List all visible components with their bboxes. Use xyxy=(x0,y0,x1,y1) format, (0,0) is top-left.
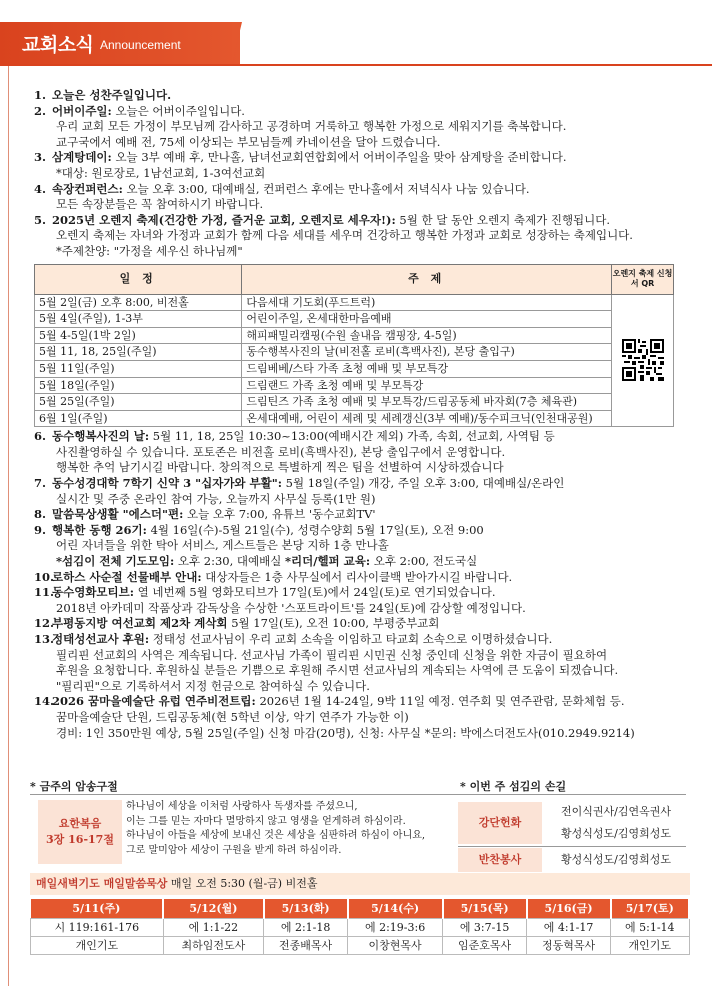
notice-line xyxy=(52,228,694,244)
notice-line xyxy=(52,648,694,664)
schedule-theme: 드림틴즈 가족 초청 예배 및 부모특강/드림공동체 바자회(7층 체육관) xyxy=(242,394,612,411)
notice-item xyxy=(34,429,694,476)
daily-prayer-title: 매일새벽기도 매일말씀묵상 xyxy=(36,877,168,890)
schedule-row xyxy=(35,377,674,394)
notice-text: 5월 18일(주일) 개강, 주일 오후 3:00, 대예배실/온라인 xyxy=(282,476,565,491)
daily-day-header: 5/11(주) xyxy=(31,899,164,918)
service-section-title: * 이번 주 섬김의 손길 xyxy=(460,780,567,793)
role-name: 전이식권사/김연옥권사 xyxy=(561,805,671,818)
schedule-date: 5월 11, 18, 25일(주일) xyxy=(35,344,242,361)
notice-text: 5월 한 달 동안 오렌지 축제가 진행됩니다. xyxy=(395,212,611,227)
notice-text: 2018년 아카데미 작품상과 감독상을 수상한 '스포트라이트'를 24일(토)에 감상할 예정입니다. xyxy=(56,600,526,615)
notice-emphasis: 부평동지방 여선교회 제2차 계삭회 xyxy=(52,616,228,631)
notice-text: 5월 17일(토), 오전 10:00, 부평중부교회 xyxy=(227,616,440,631)
daily-prayer-table xyxy=(30,899,690,955)
notice-line xyxy=(52,538,694,554)
daily-leader: 정동혁목사 xyxy=(527,936,611,954)
notice-text: 후원을 요청합니다. 후원하실 분들은 기쁨으로 후원해 주시면 선교사님의 계속되는 사역에 큰 도움이 되겠습니다. xyxy=(56,663,619,678)
notice-line xyxy=(52,213,694,229)
daily-day-header: 5/14(수) xyxy=(348,899,443,918)
notice-number: 1. xyxy=(34,88,47,102)
notice-line xyxy=(52,679,694,695)
notice-text: 오늘 3부 예배 후, 만나홀, 남녀선교회연합회에서 어버이주일을 맞아 삼계탕을 준비합니다. xyxy=(111,150,567,165)
notice-item xyxy=(34,523,694,570)
notice-number: 11. xyxy=(34,585,55,600)
notice-emphasis: 2025년 오렌지 축제(건강한 가정, 즐거운 교회, 오렌지로 세우자!): xyxy=(52,212,396,227)
notice-emphasis: 동수행복사진의 날: xyxy=(52,429,150,444)
notice-line xyxy=(52,570,694,586)
notice-text: 오렌지 축제는 자녀와 가정과 교회가 함께 다음 세대를 세우며 건강하고 행복한 가정과 교회로 성장하는 축제입니다. xyxy=(56,228,633,243)
daily-day-header: 5/15(목) xyxy=(443,899,527,918)
notice-text: 오늘 오후 3:00, 대예배실, 컨퍼런스 후에는 만나홀에서 저녁식사 나눔 있습니다. xyxy=(122,181,530,196)
daily-leader: 개인기도 xyxy=(31,936,164,954)
schedule-theme: 다음세대 기도회(푸드트럭) xyxy=(242,294,612,311)
schedule-theme: 드림랜드 가족 초청 예배 및 부모특강 xyxy=(242,377,612,394)
notice-emphasis: 동수영화모티브: xyxy=(52,585,135,600)
notice-item xyxy=(34,694,694,741)
notice-text: 대상자들은 1층 사무실에서 리사이클백 받아가시길 바랍니다. xyxy=(201,569,513,584)
notice-emphasis: 말씀묵상생활 "에스더"편: xyxy=(52,507,184,522)
notice-text: 행복한 추억 남기시길 바랍니다. 창의적으로 특별하게 찍은 팀을 선별하여 시상하겠습니다 xyxy=(56,460,504,475)
side-rule xyxy=(8,66,9,986)
bottom-divider xyxy=(30,794,686,795)
notice-emphasis: 정태성선교사 후원: xyxy=(52,632,150,646)
notice-item xyxy=(34,570,694,586)
notice-number: 9. xyxy=(34,522,47,537)
schedule-row xyxy=(35,360,674,377)
notice-group-a xyxy=(34,88,694,260)
notice-emphasis: 오늘은 성찬주일입니다. xyxy=(52,88,172,102)
notice-line xyxy=(52,585,694,601)
daily-leader: 임준호목사 xyxy=(443,936,527,954)
notice-emphasis: *섬김이 전체 기도모임: xyxy=(56,554,175,569)
schedule-row xyxy=(35,294,674,311)
daily-prayer-section xyxy=(30,873,690,955)
notice-text: "필리핀"으로 기록하셔서 지정 헌금으로 참여하실 수 있습니다. xyxy=(56,678,370,693)
daily-passage: 에 3:7-15 xyxy=(443,918,527,936)
notice-text: 열 네번째 5월 영화모티브가 17일(토)에서 24일(토)로 연기되었습니다. xyxy=(134,585,496,600)
verse-line: 그로 말미암아 세상이 구원을 받게 하려 하심이라. xyxy=(126,844,342,856)
qr-code-icon[interactable] xyxy=(622,339,664,381)
notice-text: 2026년 1월 14-24일, 9박 11일 예정. 연주회 및 연주관람, 문화체험 등. xyxy=(255,694,625,709)
notice-line xyxy=(52,616,694,632)
notice-line xyxy=(52,554,694,570)
notice-number: 8. xyxy=(34,507,47,522)
notice-item xyxy=(34,616,694,632)
notice-line xyxy=(52,429,694,445)
role-divider xyxy=(458,846,686,847)
daily-day-header: 5/16(금) xyxy=(527,899,611,918)
schedule-row xyxy=(35,344,674,361)
notice-line xyxy=(52,601,694,617)
schedule-date: 5월 4일(주일), 1-3부 xyxy=(35,311,242,328)
verse-line: 하나님이 세상을 이처럼 사랑하사 독생자를 주셨으니, xyxy=(126,801,358,812)
schedule-date: 5월 2일(금) 오후 8:00, 비전홀 xyxy=(35,294,242,311)
notice-text: 필리핀 선교회의 사역은 계속됩니다. 선교사님 가족이 필리핀 시민권 신청 중인데 신청을 위한 자금이 필요하여 xyxy=(56,647,608,662)
notice-emphasis: 로하스 사순절 선물배부 안내: xyxy=(52,569,202,584)
notice-number: 14. xyxy=(34,694,55,709)
notice-number: 5. xyxy=(34,212,47,227)
notice-number: 4. xyxy=(34,181,47,196)
daily-passage: 시 119:161-176 xyxy=(31,918,164,936)
notice-group-b xyxy=(34,429,694,741)
section-header xyxy=(0,22,240,64)
notice-line xyxy=(52,460,694,476)
notice-item xyxy=(34,213,694,260)
qr-code-cell xyxy=(612,294,674,427)
notice-text: 사진촬영하실 수 있습니다. 포토존은 비전홀 로비(흑백사진), 본당 출입구에서 운영합니다. xyxy=(56,444,506,459)
verse-line: 이는 그를 믿는 자마다 멸망하지 않고 영생을 얻게하려 하심이라. xyxy=(126,815,406,827)
notice-text: 오후 2:30, 대예배실 xyxy=(174,554,286,569)
daily-leader: 이창현목사 xyxy=(348,936,443,954)
schedule-theme: 어린이주일, 온세대한마음예배 xyxy=(242,311,612,328)
notice-emphasis: 행복한 동행 26기: xyxy=(52,522,147,537)
notice-line xyxy=(52,492,694,508)
notice-text: 교구국에서 예배 전, 75세 이상되는 부모님들께 카네이션을 달아 드렸습니다. xyxy=(56,134,441,149)
notice-text: 어린 자녀들을 위한 탁아 서비스, 게스트들은 본당 지하 1층 만나홀 xyxy=(56,538,389,553)
daily-passage: 에 5:1-14 xyxy=(611,918,689,936)
notice-line xyxy=(52,476,694,492)
notice-number: 3. xyxy=(34,150,47,165)
verse-section-title: * 금주의 암송구절 xyxy=(30,780,118,793)
daily-prayer-header xyxy=(30,873,690,895)
verse-reference xyxy=(38,800,122,864)
schedule-header-date: 일 정 xyxy=(35,264,242,294)
daily-leader: 개인기도 xyxy=(611,936,689,954)
notice-line xyxy=(52,88,694,104)
notice-number: 12. xyxy=(34,616,55,631)
notice-item xyxy=(34,476,694,507)
daily-day-header: 5/12(월) xyxy=(163,899,263,918)
schedule-row xyxy=(35,410,674,427)
notice-number: 7. xyxy=(34,476,47,491)
notice-text: *대상: 원로장로, 1남선교회, 1-3여선교회 xyxy=(56,165,266,180)
notice-number: 6. xyxy=(34,429,47,444)
schedule-theme: 드림베베/스타 가족 초청 예배 및 부모특강 xyxy=(242,360,612,377)
daily-passage: 에 4:1-17 xyxy=(527,918,611,936)
notice-line xyxy=(52,150,694,166)
notice-emphasis: 동수성경대학 7학기 신약 3 "십자가와 부활": xyxy=(52,476,282,491)
verse-chapter: 3장 16-17절 xyxy=(46,833,114,846)
daily-day-header: 5/17(토) xyxy=(611,899,689,918)
notice-line xyxy=(52,166,694,182)
schedule-row xyxy=(35,327,674,344)
notice-text: 실시간 및 주중 온라인 참여 가능, 오늘까지 사무실 등록(1만 원) xyxy=(56,491,376,506)
daily-day-header: 5/13(화) xyxy=(264,899,348,918)
notice-text: 4월 16일(수)-5월 21일(수), 성령수양회 5월 17일(토), 오전 9:00 xyxy=(146,522,484,537)
section-subtitle: Announcement xyxy=(100,38,181,52)
notice-text: 경비: 1인 350만원 예상, 5월 25일(주일) 신청 마감(20명), 신청: 사무실 *문의: 박에스더전도사(010.2949.9214) xyxy=(56,725,635,740)
daily-leader: 전종배목사 xyxy=(264,936,348,954)
notice-item xyxy=(34,182,694,213)
verse-text xyxy=(126,800,446,858)
notice-text: 오후 2:00, 전도국실 xyxy=(370,554,478,569)
notice-line xyxy=(52,445,694,461)
notice-line xyxy=(52,197,694,213)
notice-text: 꿈마을예술단 단원, 드림공동체(현 5학년 이상, 악기 연주가 가능한 이) xyxy=(56,709,409,724)
notice-line xyxy=(52,726,694,742)
notice-emphasis: 삼계탕데이: xyxy=(52,150,112,165)
schedule-date: 5월 18일(주일) xyxy=(35,377,242,394)
notice-number: 2. xyxy=(34,103,47,118)
notice-line xyxy=(52,104,694,120)
notice-item xyxy=(34,150,694,181)
notice-item xyxy=(34,632,694,694)
notice-text: 정태성 선교사님이 우리 교회 소속을 이임하고 타교회 소속으로 이명하셨습니다. xyxy=(149,632,553,646)
notice-text: 오늘은 어버이주일입니다. xyxy=(111,103,245,118)
header-rule xyxy=(0,64,712,66)
notice-line xyxy=(52,182,694,198)
schedule-theme: 동수행복사진의 날(비전홀 로비(흑백사진), 본당 출입구) xyxy=(242,344,612,361)
notice-emphasis: 2026 꿈마을예술단 유럽 연주비전트립: xyxy=(52,694,256,709)
daily-leader: 최하임전도사 xyxy=(163,936,263,954)
notice-text: 오늘 오후 7:00, 유튜브 '동수교회TV' xyxy=(183,507,376,522)
notice-line xyxy=(52,710,694,726)
notice-text: 5월 11, 18, 25일 10:30~13:00(예배시간 제외) 가족, 속회, 선교회, 사역팀 등 xyxy=(149,429,555,444)
schedule-date: 5월 25일(주일) xyxy=(35,394,242,411)
schedule-header-theme: 주 제 xyxy=(242,264,612,294)
schedule-header-qr: 오렌지 축제 신청서 QR xyxy=(612,264,674,294)
notice-line xyxy=(52,119,694,135)
schedule-date: 6월 1일(주일) xyxy=(35,410,242,427)
role-name: 황성식성도/김영희성도 xyxy=(561,827,671,840)
daily-passage: 에 1:1-22 xyxy=(163,918,263,936)
daily-passage: 에 2:19-3:6 xyxy=(348,918,443,936)
notice-line xyxy=(52,694,694,710)
notice-text: *주제찬양: "가정을 세우신 하나님께" xyxy=(56,243,243,258)
verse-book: 요한복음 xyxy=(58,817,102,830)
notice-line xyxy=(52,507,694,523)
schedule-date: 5월 4-5일(1박 2일) xyxy=(35,327,242,344)
schedule-row xyxy=(35,394,674,411)
notice-line xyxy=(52,135,694,151)
notice-item xyxy=(34,104,694,151)
schedule-theme: 해피패밀리캠핑(수원 솔내음 캠핑장, 4-5일) xyxy=(242,327,612,344)
notice-item xyxy=(34,507,694,523)
header-notch xyxy=(232,22,242,64)
notice-line xyxy=(52,663,694,679)
role-name: 황성식성도/김영희성도 xyxy=(561,853,671,866)
role-label-side-dish: 반찬봉사 xyxy=(458,848,542,872)
schedule-row xyxy=(35,311,674,328)
schedule-theme: 온세대예배, 어린이 세례 및 세례갱신(3부 예배)/동수피크닉(인천대공원) xyxy=(242,410,612,427)
notice-list xyxy=(34,88,694,741)
notice-line xyxy=(52,244,694,260)
notice-emphasis: 어버이주일: xyxy=(52,103,112,118)
role-label-flowers: 강단헌화 xyxy=(458,802,542,844)
section-title: 교회소식 xyxy=(22,34,94,56)
verse-line: 하나님이 아들을 세상에 보내신 것은 세상을 심판하려 하심이 아니요, xyxy=(126,830,426,841)
notice-number: 10. xyxy=(34,569,55,584)
notice-emphasis: *리더/헬퍼 교육: xyxy=(285,554,371,569)
notice-item xyxy=(34,585,694,616)
notice-text: 모든 속장분들은 꼭 참여하시기 바랍니다. xyxy=(56,197,264,212)
festival-schedule-table xyxy=(34,264,674,428)
notice-number: 13. xyxy=(34,632,55,646)
daily-passage: 에 2:1-18 xyxy=(264,918,348,936)
notice-emphasis: 속장컨퍼런스: xyxy=(52,181,123,196)
schedule-date: 5월 11일(주일) xyxy=(35,360,242,377)
daily-prayer-info: 매일 오전 5:30 (월-금) 비전홀 xyxy=(167,877,318,890)
notice-text: 우리 교회 모든 가정이 부모님께 감사하고 공경하며 거룩하고 행복한 가정으로 세워지기를 축복합니다. xyxy=(56,119,567,134)
role-names-flowers xyxy=(546,804,686,842)
notice-line xyxy=(52,632,694,648)
notice-item xyxy=(34,88,694,104)
role-names-side-dish xyxy=(546,852,686,868)
notice-line xyxy=(52,523,694,539)
